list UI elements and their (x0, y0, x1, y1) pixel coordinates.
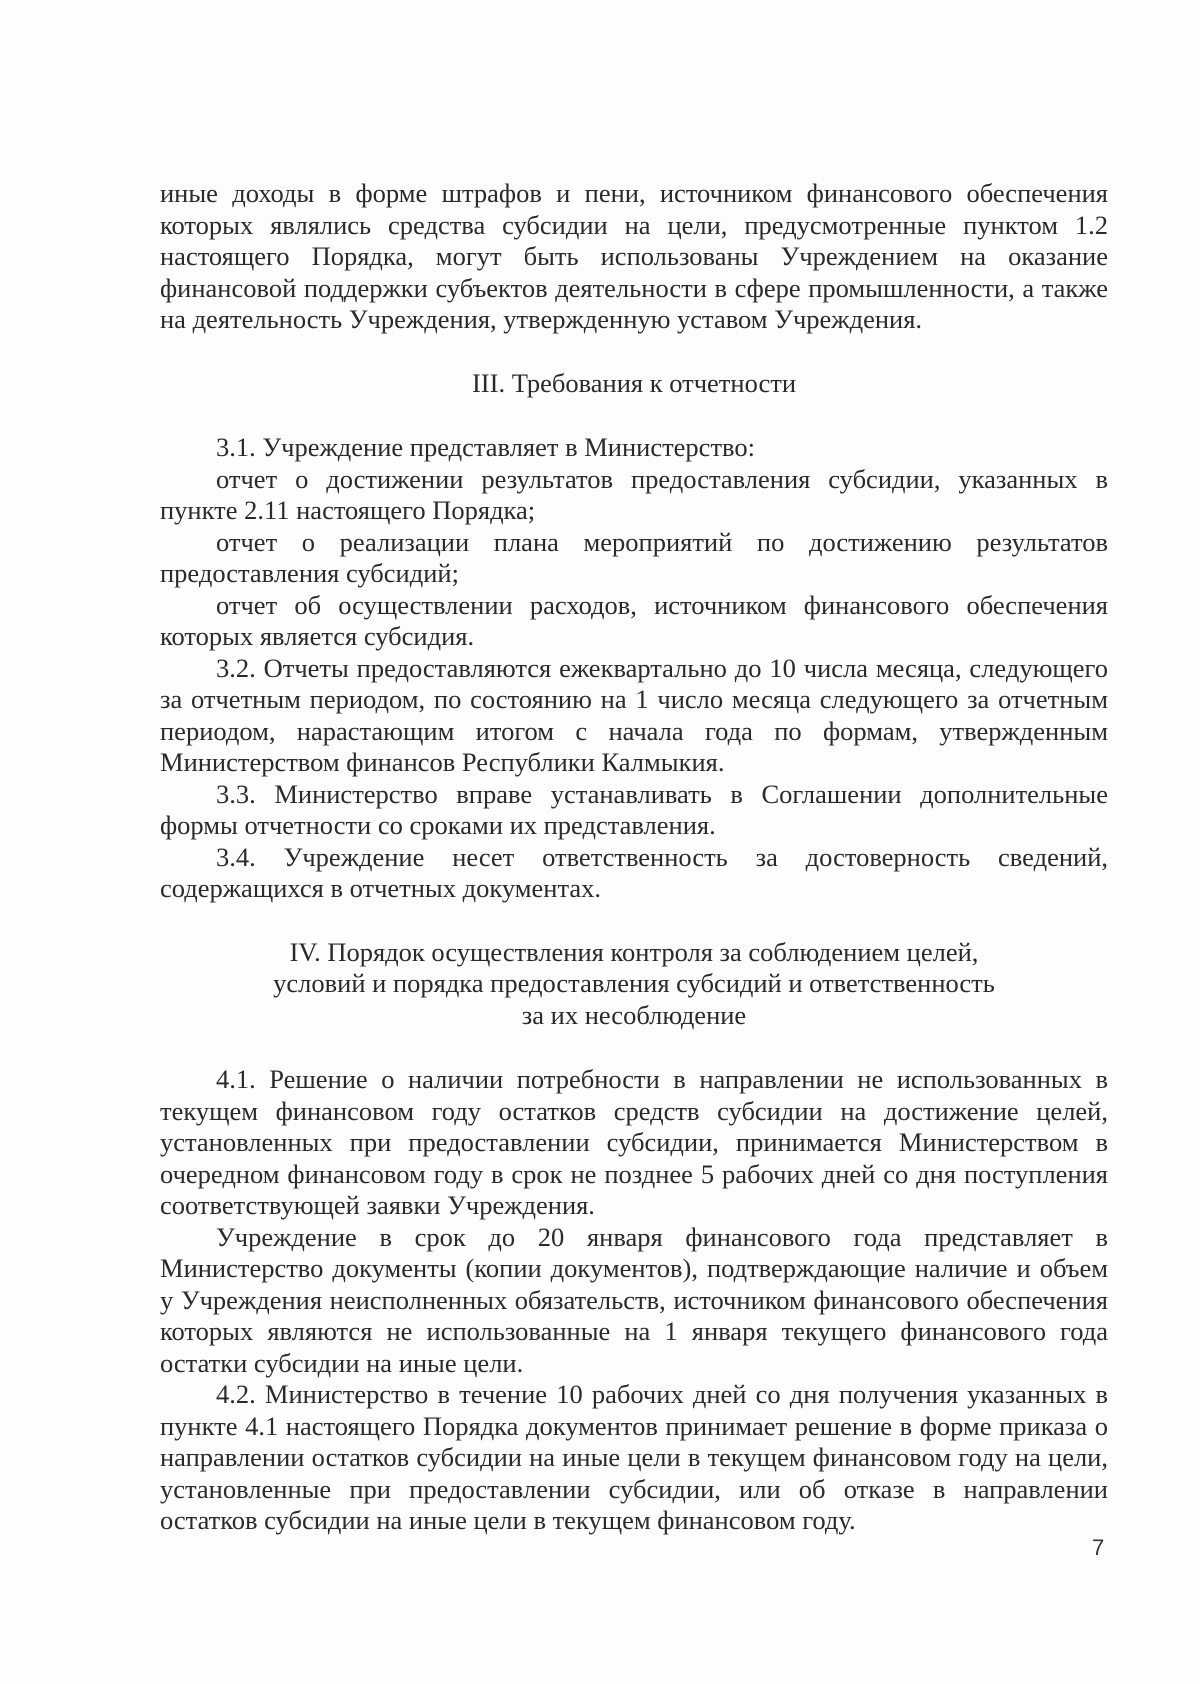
paragraph-4-2: 4.2. Министерство в течение 10 рабочих дней со дня получения указанных в пункте 4.1 настоящего Порядка документов принимает решение в форме приказа о направлении остатков субсидии на иные цели в текущем финансовом году на цели, установленные при предоставлении субсидии, или об отказе в направлении остатков субсидии на иные цели в текущем финансовом году. (160, 1379, 1108, 1535)
paragraph-3-1: 3.1. Учреждение представляет в Министерство: (216, 432, 755, 462)
paragraph-3-1-item-2: отчет о реализации плана мероприятий по достижению результатов предоставления субсидий; (160, 526, 1108, 588)
section-4-title-line: за их несоблюдение (521, 999, 747, 1030)
paragraph-3-1-item-3: отчет об осуществлении расходов, источником финансового обеспечения которых является субсидия. (160, 589, 1108, 651)
page-number: 7 (1092, 1535, 1105, 1560)
paragraph-4-1-continued: Учреждение в срок до 20 января финансового года представляет в Министерство документы (копии документов), подтверждающие наличие и объем у Учреждения неисполненных обязательств, источником финансового обеспечения которых являются не использованные на 1 января текущего финансового года остатки субсидии на иные цели. (160, 1221, 1108, 1378)
section-4-title (160, 937, 1108, 1032)
section-4-title-line: условий и порядка предоставления субсидий и ответственность (273, 968, 995, 998)
section-3-title: III. Требования к отчетности (471, 367, 797, 398)
paragraph-3-1-item-1: отчет о достижении результатов предоставления субсидии, указанных в пункте 2.11 настоящего Порядка; (160, 463, 1108, 525)
paragraph-continuation: иные доходы в форме штрафов и пени, источником финансового обеспечения которых являлись средства субсидии на цели, предусмотренные пунктом 1.2 настоящего Порядка, могут быть использованы Учреждением на оказание финансовой поддержки субъектов деятельности в сфере промышленности, а также на деятельность Учреждения, утвержденную уставом Учреждения. (160, 178, 1108, 334)
paragraph-4-1: 4.1. Решение о наличии потребности в направлении не использованных в текущем финансовом году остатков средств субсидии на достижение целей, установленных при предоставлении субсидии, принимается Министерством в очередном финансовом году в срок не позднее 5 рабочих дней со дня поступления соответствующей заявки Учреждения. (160, 1064, 1108, 1220)
paragraph-3-4: 3.4. Учреждение несет ответственность за достоверность сведений, содержащихся в отчетных документах. (160, 841, 1108, 903)
paragraph-3-2: 3.2. Отчеты предоставляются ежеквартально до 10 числа месяца, следующего за отчетным периодом, по состоянию на 1 число месяца следующего за отчетным периодом, нарастающим итогом с начала года по формам, утвержденным Министерством финансов Республики Калмыкия. (160, 652, 1108, 777)
document-body (160, 178, 1108, 1537)
section-4-title-line: IV. Порядок осуществления контроля за соблюдением целей, (289, 936, 979, 967)
paragraph-3-3: 3.3. Министерство вправе устанавливать в Соглашении дополнительные формы отчетности со сроками их представления. (160, 778, 1108, 840)
